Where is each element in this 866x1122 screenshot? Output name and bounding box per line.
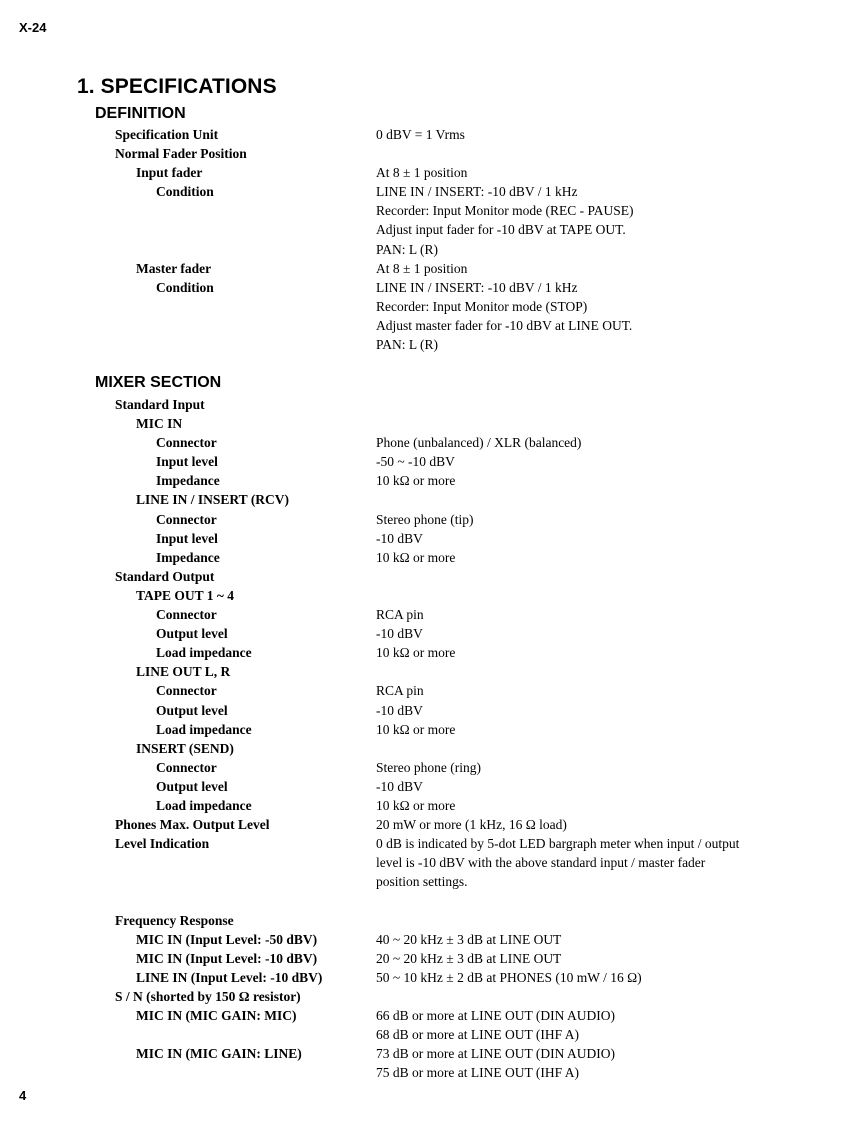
spec-value: LINE IN / INSERT: -10 dBV / 1 kHz <box>376 279 578 295</box>
spec-label: Specification Unit <box>115 127 219 142</box>
spec-row <box>0 297 866 316</box>
spec-row <box>0 911 866 930</box>
spec-row <box>0 1025 866 1044</box>
spec-row <box>0 1044 866 1063</box>
spec-row <box>0 125 866 144</box>
spec-value: -10 dBV <box>376 626 423 642</box>
page-header-id: X-24 <box>19 20 47 35</box>
spec-label: Connector <box>156 683 217 699</box>
spec-value: Phone (unbalanced) / XLR (balanced) <box>376 435 582 451</box>
spec-value: 75 dB or more at LINE OUT (IHF A) <box>376 1065 579 1081</box>
spec-value: Adjust input fader for -10 dBV at TAPE OUT. <box>376 222 626 238</box>
spec-label: Connector <box>156 511 217 527</box>
spec-row <box>0 567 866 586</box>
spec-value: RCA pin <box>376 683 424 699</box>
spec-label: LINE IN / INSERT (RCV) <box>136 492 290 508</box>
spec-value: 50 ~ 10 kHz ± 2 dB at PHONES (10 mW / 16 Ω) <box>376 969 642 985</box>
spec-row <box>0 182 866 201</box>
spec-row <box>0 278 866 297</box>
spec-row <box>0 758 866 777</box>
spec-label: Connector <box>156 759 217 775</box>
spec-value: 20 mW or more (1 kHz, 16 Ω load) <box>376 817 567 833</box>
spec-row <box>0 739 866 758</box>
spec-value: RCA pin <box>376 607 424 623</box>
spec-row <box>0 395 866 414</box>
spec-value: level is -10 dBV with the above standard input / master fader <box>376 855 706 871</box>
spec-row <box>0 853 866 872</box>
spec-label: Output level <box>156 702 228 718</box>
definition-heading: DEFINITION <box>95 105 186 122</box>
spec-row <box>0 335 866 354</box>
spec-row <box>0 796 866 815</box>
spec-label: Impedance <box>156 549 220 565</box>
spec-label: Load impedance <box>156 721 252 737</box>
spec-label: Master fader <box>136 260 212 276</box>
spec-row <box>0 586 866 605</box>
spec-row <box>0 490 866 509</box>
spec-label: Impedance <box>156 473 220 489</box>
spec-row <box>0 414 866 433</box>
spec-value: 73 dB or more at LINE OUT (DIN AUDIO) <box>376 1046 615 1062</box>
spec-value: 0 dB is indicated by 5-dot LED bargraph meter when input / output <box>376 836 740 852</box>
spec-row <box>0 452 866 471</box>
spec-value: Recorder: Input Monitor mode (STOP) <box>376 298 588 314</box>
page-number: 4 <box>19 1088 27 1103</box>
spec-row <box>0 240 866 259</box>
spec-row <box>0 777 866 796</box>
spec-row <box>0 510 866 529</box>
spec-row <box>0 949 866 968</box>
spec-value: -10 dBV <box>376 778 423 794</box>
spec-row <box>0 1006 866 1025</box>
spec-label: Input level <box>156 530 218 546</box>
spec-row <box>0 1063 866 1082</box>
spec-label: Standard Output <box>115 568 215 584</box>
spec-label: Input fader <box>136 165 203 181</box>
spec-label: Input level <box>156 454 218 470</box>
spec-label: MIC IN (Input Level: -10 dBV) <box>136 950 318 966</box>
spec-row <box>0 662 866 681</box>
spec-row <box>0 316 866 335</box>
spec-value: 68 dB or more at LINE OUT (IHF A) <box>376 1027 579 1043</box>
spec-label: LINE OUT L, R <box>136 664 231 680</box>
mixer-section-list <box>0 395 866 1082</box>
spec-value: 0 dBV = 1 Vrms <box>376 127 465 142</box>
spec-row <box>0 930 866 949</box>
spec-label: Frequency Response <box>115 912 234 928</box>
spec-value: position settings. <box>376 874 468 890</box>
spec-row <box>0 144 866 163</box>
spec-value: -50 ~ -10 dBV <box>376 454 455 470</box>
spec-row <box>0 548 866 567</box>
spec-row <box>0 624 866 643</box>
spec-label: Condition <box>156 279 214 295</box>
spec-value: PAN: L (R) <box>376 337 439 353</box>
spec-row <box>0 701 866 720</box>
spec-label: Load impedance <box>156 797 252 813</box>
spec-row <box>0 471 866 490</box>
spec-value: 10 kΩ or more <box>376 645 456 661</box>
spec-label: Output level <box>156 778 228 794</box>
spec-row <box>0 201 866 220</box>
spec-row <box>0 834 866 853</box>
spec-row <box>0 720 866 739</box>
spec-row <box>0 605 866 624</box>
spec-label: Normal Fader Position <box>115 146 247 162</box>
spec-label: Phones Max. Output Level <box>115 817 270 833</box>
spec-label: MIC IN (Input Level: -50 dBV) <box>136 931 318 947</box>
spec-row <box>0 872 866 891</box>
spec-row-blank <box>0 891 866 910</box>
spec-label: Connector <box>156 435 217 451</box>
spec-label: Output level <box>156 626 228 642</box>
spec-row <box>0 643 866 662</box>
spec-value: Recorder: Input Monitor mode (REC - PAUSE) <box>376 203 634 219</box>
spec-label: Load impedance <box>156 645 252 661</box>
spec-label: INSERT (SEND) <box>136 740 234 756</box>
spec-row <box>0 433 866 452</box>
spec-row <box>0 529 866 548</box>
spec-label: Standard Input <box>115 397 205 412</box>
spec-value: At 8 ± 1 position <box>376 260 468 276</box>
spec-value: Stereo phone (tip) <box>376 511 474 527</box>
spec-value: Adjust master fader for -10 dBV at LINE OUT. <box>376 317 633 333</box>
spec-value: 20 ~ 20 kHz ± 3 dB at LINE OUT <box>376 950 562 966</box>
page-title: 1. SPECIFICATIONS <box>77 75 277 98</box>
spec-value: PAN: L (R) <box>376 241 439 257</box>
spec-label: LINE IN (Input Level: -10 dBV) <box>136 969 323 985</box>
spec-value: Stereo phone (ring) <box>376 759 481 775</box>
spec-row <box>0 259 866 278</box>
definition-list <box>0 125 866 354</box>
spec-value: LINE IN / INSERT: -10 dBV / 1 kHz <box>376 184 578 200</box>
spec-label: MIC IN (MIC GAIN: LINE) <box>136 1046 302 1062</box>
spec-row <box>0 968 866 987</box>
spec-value: 10 kΩ or more <box>376 473 456 489</box>
spec-row <box>0 681 866 700</box>
spec-label: TAPE OUT 1 ~ 4 <box>136 587 235 603</box>
spec-row <box>0 815 866 834</box>
spec-label: Connector <box>156 607 217 623</box>
spec-label: MIC IN <box>136 416 183 432</box>
spec-label: Condition <box>156 184 214 200</box>
mixer-section-heading: MIXER SECTION <box>95 374 222 391</box>
spec-label: S / N (shorted by 150 Ω resistor) <box>115 988 301 1004</box>
spec-value: 10 kΩ or more <box>376 549 456 565</box>
spec-row <box>0 987 866 1006</box>
spec-value: 10 kΩ or more <box>376 797 456 813</box>
spec-row <box>0 220 866 239</box>
spec-value: At 8 ± 1 position <box>376 165 468 181</box>
spec-value: -10 dBV <box>376 530 423 546</box>
spec-row <box>0 163 866 182</box>
spec-label: Level Indication <box>115 836 210 852</box>
spec-value: 40 ~ 20 kHz ± 3 dB at LINE OUT <box>376 931 562 947</box>
spec-value: -10 dBV <box>376 702 423 718</box>
spec-value: 10 kΩ or more <box>376 721 456 737</box>
spec-label: MIC IN (MIC GAIN: MIC) <box>136 1008 297 1023</box>
spec-value: 66 dB or more at LINE OUT (DIN AUDIO) <box>376 1008 615 1023</box>
